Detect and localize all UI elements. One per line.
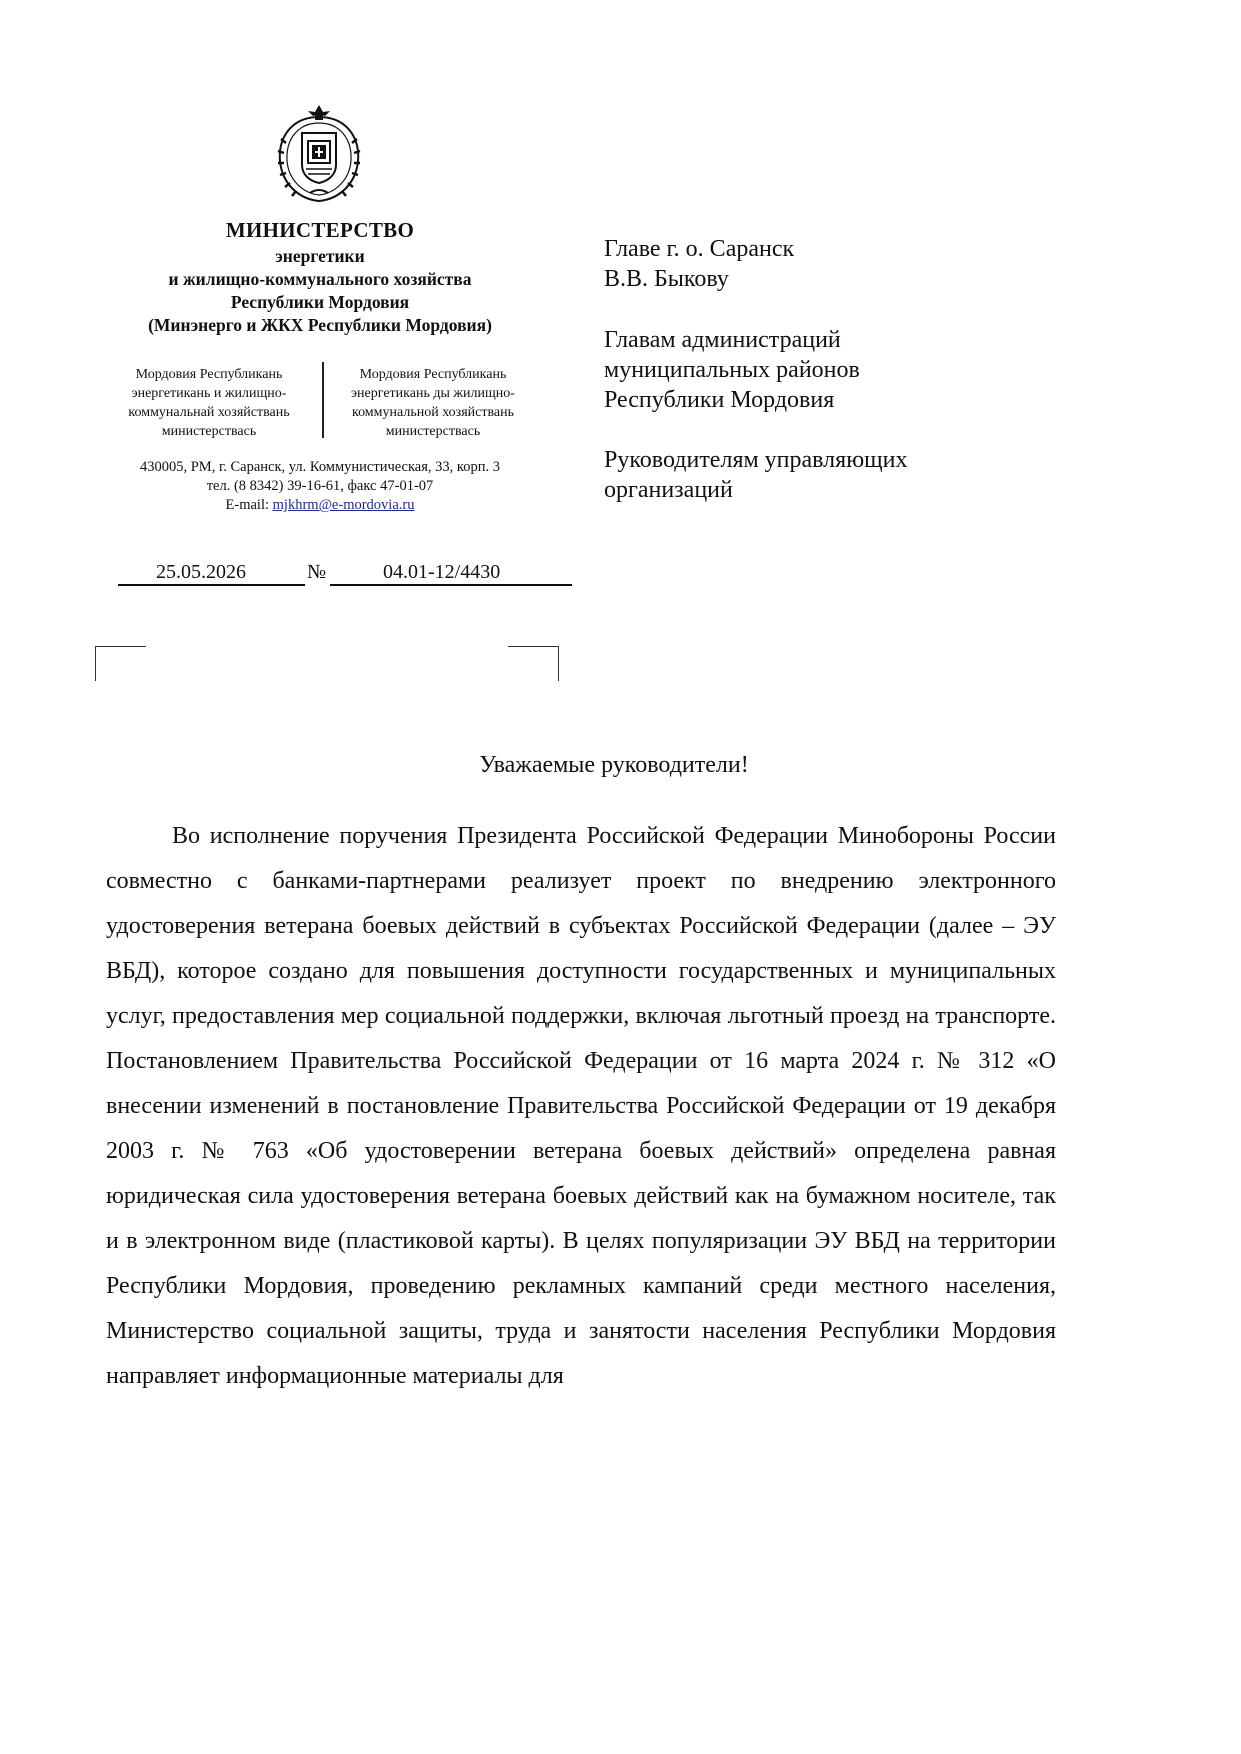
number-underline [330, 584, 572, 586]
erzya-line: министерствась [385, 424, 481, 439]
erzya-line: Мордовия Республикань [359, 367, 507, 382]
recipient-line: В.В. Быкову [604, 266, 729, 292]
registration-number: 04.01-12/4430 [383, 561, 501, 583]
column-divider [322, 362, 324, 438]
erzya-line: коммунальной хозяйствань [351, 405, 514, 420]
email-label: E-mail: [225, 497, 273, 513]
moksha-line: энергетикань и жилищно- [131, 386, 287, 401]
ministry-email-line [80, 497, 560, 514]
email-link[interactable]: mjkhrm@e-mordovia.ru [272, 497, 415, 513]
registration-number-sign: № [307, 561, 327, 583]
subject-corner-right [508, 646, 559, 681]
recipient-line: Главе г. о. Саранск [604, 236, 795, 262]
recipient-line: организаций [604, 477, 733, 503]
recipient-line: Главам администраций [604, 327, 841, 353]
letter-body: Во исполнение поручения Президента Российской Федерации Минобороны России совместно с банками-партнерами реализует проект по внедрению электронного удостоверения ветерана боевых действий в субъектах Российской Федерации (далее – ЭУ ВБД), которое создано для повышения доступности государственных и муниципальных услуг, предоставления мер социальной поддержки, включая льготный проезд на транспорте. Постановлением Правительства Российской Федерации от 16 марта 2024 г. № 312 «О внесении изменений в постановление Правительства Российской Федерации от 19 декабря 2003 г. № 763 «Об удостоверении ветерана боевых действий» определена равная юридическая сила удостоверения ветерана боевых действий как на бумажном носителе, так и в электронном виде (пластиковой карты). В целях популяризации ЭУ ВБД на территории Республики Мордовия, проведению рекламных кампаний среди местного населения, Министерство социальной защиты, труда и занятости населения Республики Мордовия направляет информационные материалы для [106, 823, 1056, 1389]
coat-of-arms-icon [272, 103, 366, 205]
ministry-short-name: (Минэнерго и ЖКХ Республики Мордовия) [148, 315, 492, 335]
ministry-name-line: энергетики [275, 246, 365, 266]
erzya-name-block [330, 365, 536, 441]
erzya-line: энергетикань ды жилищно- [351, 386, 515, 401]
ministry-title: МИНИСТЕРСТВО [225, 218, 415, 242]
letter-greeting: Уважаемые руководители! [479, 752, 749, 778]
recipient-line: муниципальных районов [604, 357, 860, 383]
moksha-line: министерствась [161, 424, 257, 439]
moksha-line: коммунальнай хозяйствань [128, 405, 290, 420]
moksha-name-block [100, 365, 318, 441]
moksha-line: Мордовия Республикань [135, 367, 283, 382]
ministry-name-line: Республики Мордовия [230, 292, 410, 312]
ministry-phone: тел. (8 8342) 39-16-61, факс 47-01-07 [206, 478, 434, 494]
subject-corner-left [95, 646, 146, 681]
registration-date: 25.05.2026 [156, 561, 246, 583]
date-underline [118, 584, 305, 586]
recipient-line: Руководителям управляющих [604, 447, 908, 473]
ministry-address: 430005, РМ, г. Саранск, ул. Коммунистическая, 33, корп. 3 [139, 459, 500, 475]
recipient-line: Республики Мордовия [604, 387, 835, 413]
ministry-name-line: и жилищно-коммунального хозяйства [168, 269, 472, 289]
